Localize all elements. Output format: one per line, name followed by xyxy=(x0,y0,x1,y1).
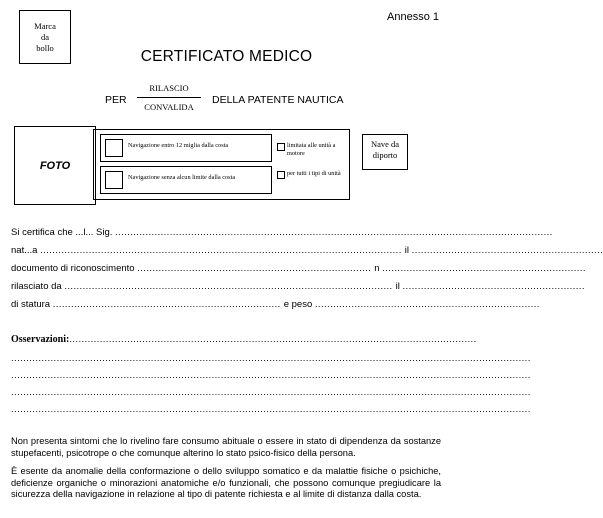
observations-line-3[interactable]: ........................................................................................................................................................................... xyxy=(11,387,531,398)
renewal-option: CONVALIDA xyxy=(144,102,194,112)
pleasure-vessel-box: Nave da diporto xyxy=(362,134,408,170)
id-number-label: n xyxy=(374,263,380,274)
observations-line-1[interactable]: ........................................................................................................................................................................... xyxy=(11,353,531,364)
name-field[interactable]: ................................................................................................................................................ xyxy=(115,227,553,238)
release-option: RILASCIO xyxy=(149,83,189,93)
height-label: di statura xyxy=(11,299,51,310)
license-type-row xyxy=(0,82,453,112)
observations-row xyxy=(11,334,477,345)
photo-label: FOTO xyxy=(39,159,71,172)
form-line-id-document xyxy=(11,263,586,274)
form-line-name xyxy=(11,227,553,238)
issue-date-field[interactable]: ............................................................ xyxy=(402,281,585,292)
annex-label: Annesso 1 xyxy=(387,11,439,23)
navigation-12-miles-label: Navigazione entro 12 miglia dalla costa xyxy=(128,142,229,149)
birth-date-field[interactable]: ............................................................... xyxy=(411,245,603,256)
form-line-issued-by xyxy=(11,281,585,292)
photo-box xyxy=(14,126,96,205)
observations-line-2[interactable]: ........................................................................................................................................................................... xyxy=(11,370,531,381)
issue-date-label: il xyxy=(395,281,400,292)
name-label: Si certifica che ...l... Sig. xyxy=(11,227,113,238)
stamp-line-1: Marca xyxy=(34,20,56,31)
id-number-field[interactable]: ................................................................... xyxy=(382,263,586,274)
limit-motor-checkbox[interactable] xyxy=(277,143,285,151)
weight-field[interactable]: .......................................................................... xyxy=(314,299,540,310)
navigation-options-box xyxy=(93,129,350,200)
observations-field[interactable]: ...................................................................................................................................... xyxy=(69,334,477,345)
navigation-option-unlimited xyxy=(100,166,272,194)
limit-all-units-checkbox[interactable] xyxy=(277,171,285,179)
stamp-line-3: bollo xyxy=(36,42,54,53)
birth-date-label: il xyxy=(404,245,410,256)
issued-by-label: rilasciato da xyxy=(11,281,62,292)
limit-motor-label: limitata alle unità a motore xyxy=(287,142,336,157)
id-document-field[interactable]: ............................................................................. xyxy=(137,263,375,274)
document-title: CERTIFICATO MEDICO xyxy=(140,48,313,65)
birthplace-field[interactable]: ....................................................................................................................... xyxy=(40,245,405,256)
license-action-choice xyxy=(135,83,203,112)
license-suffix: DELLA PATENTE NAUTICA xyxy=(212,94,344,106)
issued-by-field[interactable]: ............................................................................................................ xyxy=(64,281,396,292)
statement-no-substance-use: Non presenta sintomi che lo rivelino fare consumo abituale o essere in stato di dipendenza da sostanze stupefacenti, psicotrope o che comunque alterino lo stato psico-fisico della persona. xyxy=(11,436,441,458)
navigation-unlimited-label: Navigazione senza alcun limite dalla costa xyxy=(128,174,236,181)
height-field[interactable]: ........................................................................... xyxy=(52,299,284,310)
per-label: PER xyxy=(105,94,127,106)
statement-fitness: È esente da anomalie della conformazione o dello sviluppo somatico e da malattie fisiche o psichiche, deficienze organiche o minorazioni anatomiche e/o funzionali, che possono comunque pregiudicare la sicurezza della navigazione in relazione al tipo di patente richiesta e al limite di distanza dalla costa. xyxy=(11,466,441,499)
navigation-12-miles-checkbox[interactable] xyxy=(105,139,123,157)
form-line-height-weight xyxy=(11,299,540,310)
limit-all-units-label: per tutti i tipi di unità xyxy=(287,170,341,177)
id-document-label: documento di riconoscimento xyxy=(11,263,135,274)
stamp-line-2: da xyxy=(40,31,50,42)
weight-label: e peso xyxy=(283,299,313,310)
navigation-unlimited-checkbox[interactable] xyxy=(105,171,123,189)
born-label: nat...a xyxy=(11,245,38,256)
form-line-birth xyxy=(11,245,603,256)
observations-label: Osservazioni: xyxy=(11,334,70,345)
observations-line-4[interactable]: ........................................................................................................................................................................... xyxy=(11,404,531,415)
navigation-option-12-miles xyxy=(100,134,272,162)
